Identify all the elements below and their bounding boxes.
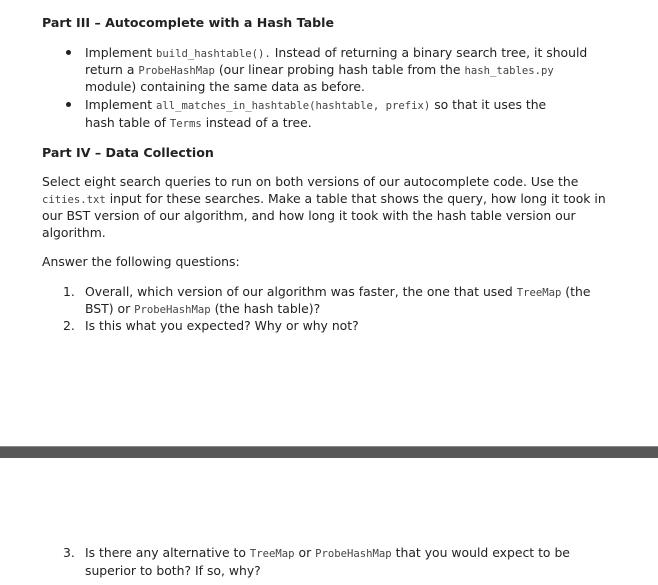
bullet1-line3: [85, 78, 365, 95]
part3-heading: Part III – Autocomplete with a Hash Table: [42, 15, 334, 30]
part4-para-line4: algorithm.: [42, 225, 106, 240]
question3-line2: superior to both? If so, why?: [85, 563, 261, 578]
bullet-icon: [66, 50, 71, 55]
text: hash table of: [85, 115, 170, 130]
question3-line1: [85, 544, 570, 563]
text: instead of a tree.: [201, 115, 312, 130]
code-probehashmap: ProbeHashMap: [134, 304, 211, 316]
part4-heading: Part IV – Data Collection: [42, 145, 214, 160]
bullet2-line2: [85, 114, 312, 133]
code-probehashmap: ProbeHashMap: [138, 65, 215, 77]
code-treemap: TreeMap: [516, 287, 562, 299]
bullet-icon: [66, 102, 71, 107]
text: Overall, which version of our algorithm was faster, the one that used: [85, 284, 517, 299]
part4-para-line3: our BST version of our algorithm, and how long it took with the hash table version our: [42, 208, 576, 223]
bullet2-line1: [85, 96, 546, 115]
text: Is there any alternative to: [85, 545, 250, 560]
question-number: 3.: [63, 545, 75, 560]
question-number: 1.: [63, 284, 75, 299]
text: (the hash table)?: [210, 301, 321, 316]
code-build-hashtable: build_hashtable().: [156, 48, 271, 60]
text: so that it uses the: [430, 97, 547, 112]
code-all-matches-in-hashtable: all_matches_in_hashtable(hashtable, prefix): [156, 100, 431, 112]
text: return a: [85, 62, 139, 77]
text: (our linear probing hash table from the: [214, 62, 465, 77]
text: Implement: [85, 97, 156, 112]
question2-line1: Is this what you expected? Why or why not?: [85, 318, 359, 333]
code-treemap: TreeMap: [249, 548, 295, 560]
text: Implement: [85, 45, 156, 60]
text: (the: [561, 284, 591, 299]
question-number: 2.: [63, 318, 75, 333]
part4-para-line1: Select eight search queries to run on both versions of our autocomplete code. Use the: [42, 174, 579, 189]
text: or: [294, 545, 316, 560]
text: input for these searches. Make a table that shows the query, how long it took in: [105, 191, 606, 206]
code-cities-txt: cities.txt: [42, 194, 106, 206]
document-page-bottom: [0, 458, 658, 585]
code-terms: Terms: [169, 118, 202, 130]
answer-intro: Answer the following questions:: [42, 254, 240, 269]
text: Instead of returning a binary search tree, it should: [270, 45, 588, 60]
code-hash-tables-py: hash_tables.py: [464, 65, 554, 77]
text: that you would expect to be: [391, 545, 570, 560]
text: BST) or: [85, 301, 135, 316]
code-probehashmap: ProbeHashMap: [315, 548, 392, 560]
text: module) containing the same data as before.: [85, 79, 365, 94]
